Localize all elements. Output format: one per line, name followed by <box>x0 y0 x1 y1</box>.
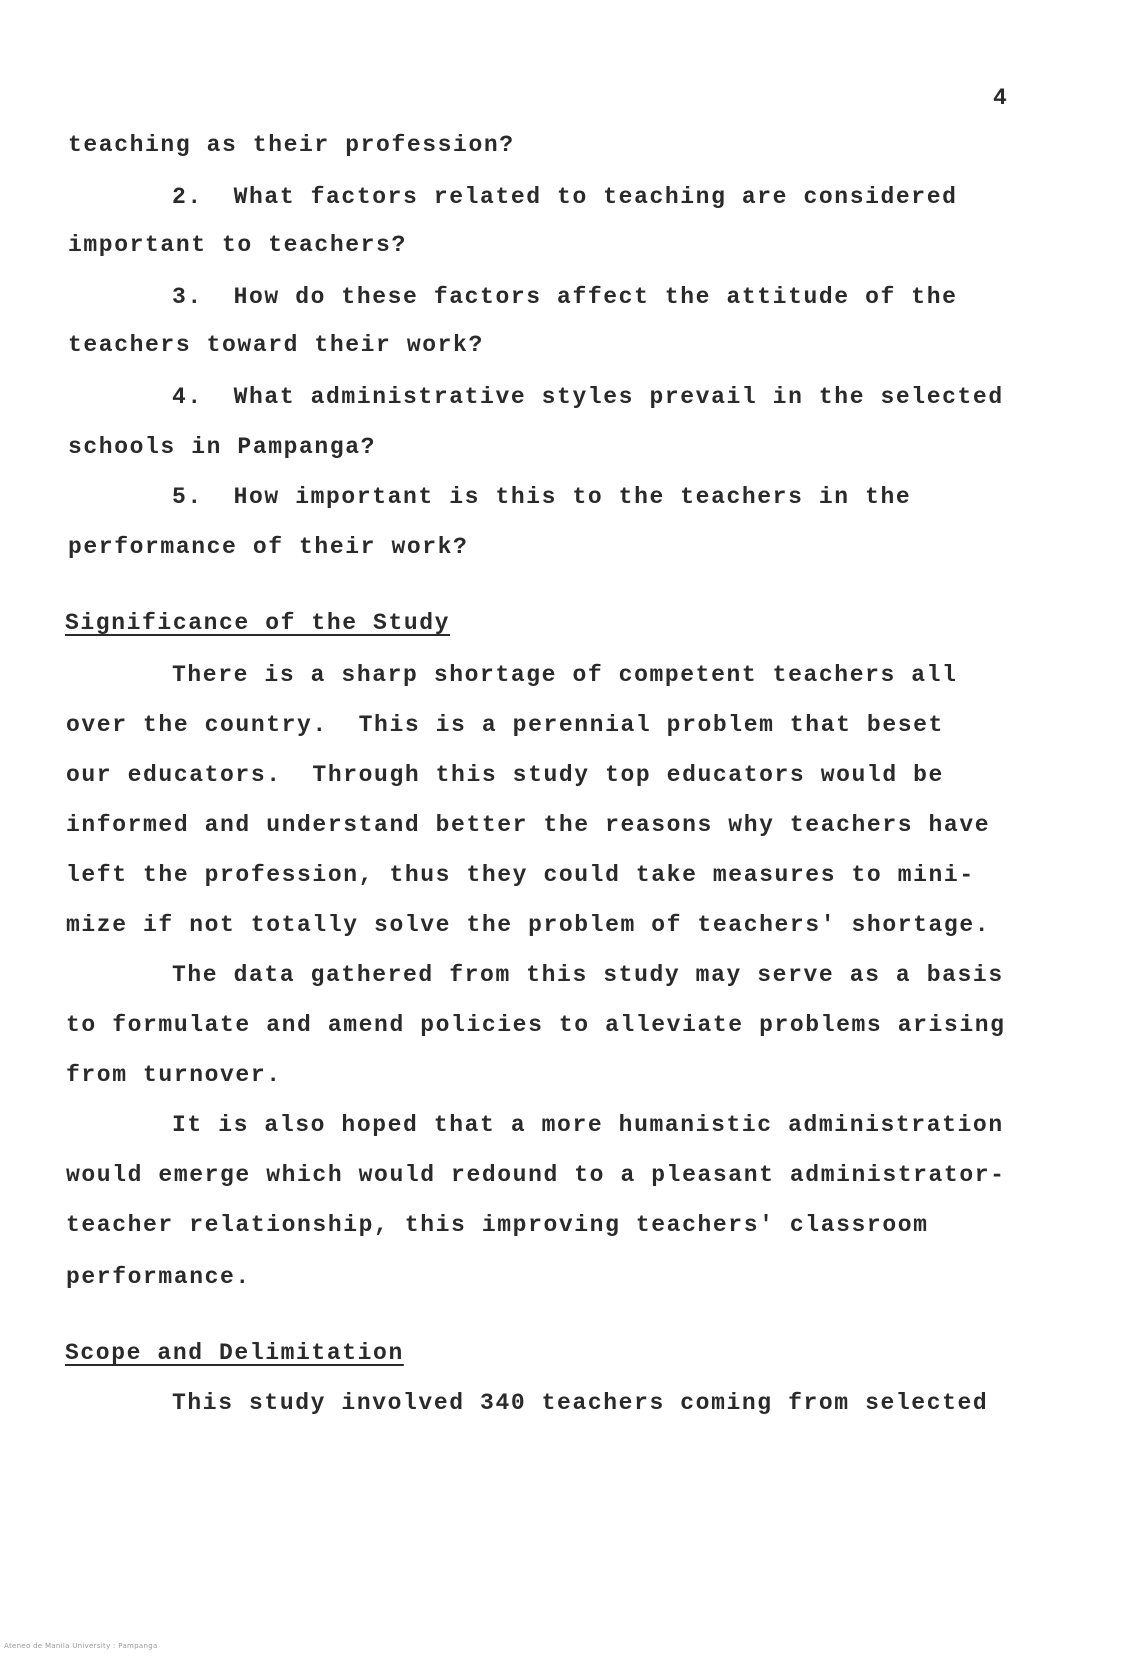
text-line: left the profession, thus they could take measures to mini- <box>66 862 975 888</box>
text-line: teachers toward their work? <box>68 332 484 358</box>
text-line: 5. How important is this to the teachers in the <box>172 484 912 510</box>
text-line: would emerge which would redound to a pleasant administrator- <box>66 1162 1006 1188</box>
text-line: This study involved 340 teachers coming from selected <box>172 1390 989 1416</box>
page-number: 4 <box>993 85 1007 111</box>
text-line: our educators. Through this study top educators would be <box>66 762 944 788</box>
text-line: teacher relationship, this improving teachers' classroom <box>66 1212 929 1238</box>
text-line: 4. What administrative styles prevail in the selected <box>172 384 1004 410</box>
section-heading-significance: Significance of the Study <box>65 610 451 636</box>
text-line: 3. How do these factors affect the attitude of the <box>172 284 958 310</box>
text-line: mize if not totally solve the problem of teachers' shortage. <box>66 912 991 938</box>
text-line: over the country. This is a perennial problem that beset <box>66 712 944 738</box>
text-line: The data gathered from this study may serve as a basis <box>172 962 1004 988</box>
text-line: schools in Pampanga? <box>68 434 377 460</box>
text-line: 2. What factors related to teaching are considered <box>172 184 958 210</box>
text-line: performance. <box>66 1264 251 1290</box>
text-line: important to teachers? <box>68 232 407 258</box>
text-line: informed and understand better the reasons why teachers have <box>66 812 991 838</box>
text-line: to formulate and amend policies to alleviate problems arising <box>66 1012 1006 1038</box>
text-line: teaching as their profession? <box>68 132 515 158</box>
text-line: from turnover. <box>66 1062 282 1088</box>
text-line: performance of their work? <box>68 534 469 560</box>
text-line: It is also hoped that a more humanistic administration <box>172 1112 1004 1138</box>
scan-footer: Ateneo de Manila University : Pampanga <box>4 1642 158 1650</box>
text-line: There is a sharp shortage of competent teachers all <box>172 662 958 688</box>
section-heading-scope: Scope and Delimitation <box>65 1340 404 1366</box>
